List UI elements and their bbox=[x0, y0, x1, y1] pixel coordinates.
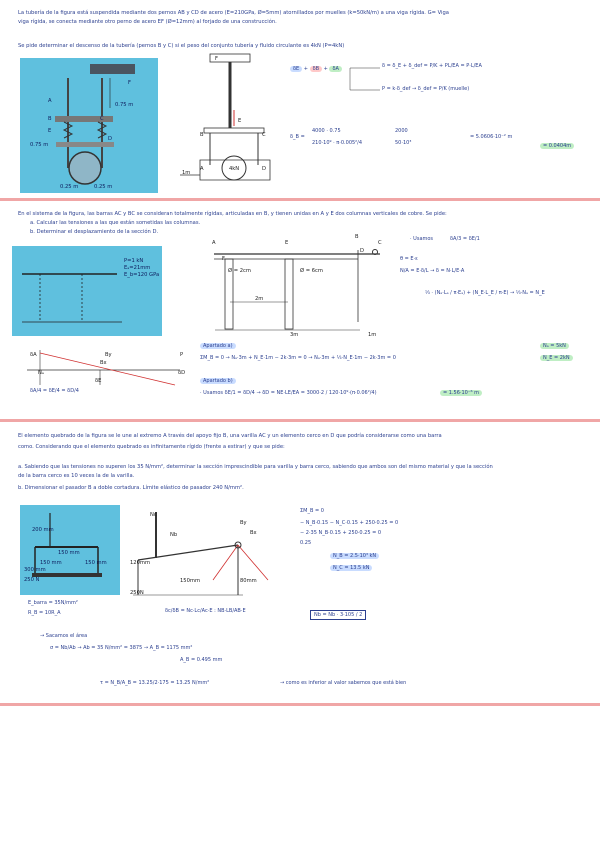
p3-diagram-label-bx: Bx bbox=[250, 530, 257, 536]
p2-result-b: = 1.56·10⁻⁶ m bbox=[440, 390, 482, 396]
p1-eq-mid: P = k·δ_def → δ_def = P/K (muelle) bbox=[382, 86, 470, 92]
p3-eq-sigma2: A_B = 0.495 mm bbox=[180, 657, 223, 663]
p2-beam-label-d: D bbox=[360, 248, 364, 254]
p2-small-ratio: δA/4 = δE/4 = δD/4 bbox=[30, 388, 79, 394]
p3-statement-line1: El elemento quebrado de la figura se le une al extremo A través del apoyo fijo B, una varilla AC y un elemento cerco en D que podría considerarse como una barra bbox=[18, 433, 442, 439]
p2-item-a: a. Calcular las tensiones a las que están sometidas las columnas. bbox=[30, 220, 201, 226]
p1-photo-dim-1: 0.75 m bbox=[115, 102, 134, 108]
p1-diagram-load: 4kN bbox=[229, 166, 240, 172]
p2-result-a1: Nₐ = 5kN bbox=[540, 343, 569, 349]
p3-eq-delta: δc/δB = Nc·Lc/Ac·E : NB·LB/AB·E bbox=[165, 608, 246, 614]
p1-photo bbox=[20, 58, 158, 193]
separator-3 bbox=[0, 703, 600, 706]
p1-diagram-dim: 1m bbox=[182, 170, 191, 176]
p3-diagram-dim-2: 150mm bbox=[180, 578, 201, 584]
p1-photo-label-a: A bbox=[48, 98, 52, 104]
p3-photo-label-1: 200 mm bbox=[32, 527, 54, 533]
p1-eq-result-highlight: = 0.0404m bbox=[540, 143, 574, 149]
p3-photo-label-2: 150 mm bbox=[58, 550, 80, 556]
p3-statement-line2: como. Considerando que el elemento quebrado es infinitamente rígido (frente a estirar) y que se pide: bbox=[18, 444, 285, 450]
p2-item-b: b. Determinar el desplazamiento de la sección D. bbox=[30, 229, 159, 235]
p2-photo bbox=[12, 246, 162, 336]
p3-photo-label-5: 300 mm bbox=[24, 567, 46, 573]
p2-result-a2: N_E = 2kN bbox=[540, 355, 573, 361]
p2-beam-label-f: F bbox=[222, 256, 225, 262]
p2-beam-label-a: A bbox=[212, 240, 216, 246]
p2-right-eq-1: · Usamos bbox=[410, 236, 434, 242]
p2-beam-diam-2: Ø = 6cm bbox=[300, 268, 323, 274]
p3-sum-line-2: − 2·35 N_B·0.15 + 250·0.25 = 0 bbox=[300, 530, 382, 536]
p1-eq-top: δ = δ_E + δ_def = P/K + PL/EA = P·L/EA bbox=[382, 63, 482, 69]
p2-apartado-b-tag: Apartado b) bbox=[200, 378, 236, 384]
p3-diagram-label-nb: Nb bbox=[170, 532, 178, 538]
p2-photo-label-3: E_b=120 GPa bbox=[124, 272, 160, 278]
p3-diagram-label-nc: Nc bbox=[150, 512, 157, 518]
p1-diagram-label-f: F bbox=[215, 56, 218, 62]
p1-eq-arrows bbox=[300, 62, 420, 102]
p3-result-2: N_C = 13.5 kN bbox=[330, 565, 372, 571]
p2-apartado-a-tag: Apartado a) bbox=[200, 343, 236, 349]
p2-small-label-na: Nₐ bbox=[38, 370, 44, 376]
p2-small-label-de: δE bbox=[95, 378, 102, 384]
p2-small-label-bx: Bx bbox=[100, 360, 107, 366]
p1-diagram-label-a: A bbox=[200, 166, 204, 172]
p3-diagram-label-by: By bbox=[240, 520, 247, 526]
p3-eq-tau-note: → como es inferior al valor sabemos que está bien bbox=[280, 680, 407, 686]
p2-beam-label-c: C bbox=[378, 240, 382, 246]
p2-beam-dim-3: 1m bbox=[368, 332, 377, 338]
p1-eq-result-den1: 210·10⁹ · π·0.005²/4 bbox=[312, 140, 363, 146]
p1-diagram-label-b: B bbox=[200, 132, 204, 138]
p1-statement-line3: Se pide determinar el descenso de la tubería (pernos B y C) si el peso del conjunto tubería y fluido circulante es 4kN (P=4kN) bbox=[18, 43, 345, 49]
p3-item-a2: de la barra cerco es 10 veces la de la varilla. bbox=[18, 473, 135, 479]
p3-diagram-dim-3: 80mm bbox=[240, 578, 257, 584]
p3-photo bbox=[20, 505, 120, 595]
p1-eq-result-prefix: δ_B = bbox=[290, 134, 305, 140]
p2-beam-diam-1: Ø = 2cm bbox=[228, 268, 251, 274]
p1-diagram-label-c: C bbox=[262, 132, 266, 138]
p1-eq-result-tail: = 5.0606·10⁻² m bbox=[470, 134, 513, 140]
separator-2 bbox=[0, 419, 600, 422]
p1-photo-dim-4: 0.25 m bbox=[94, 184, 113, 190]
p3-eq-sigma: σ = Nb/Ab → Ab = 35 N/mm² = 3875 → A_B = 1175 mm² bbox=[50, 645, 193, 651]
p3-photo-label-4: 150 mm bbox=[85, 560, 107, 566]
p3-photo-label-6: 250 N bbox=[24, 577, 40, 583]
p3-item-b: b. Dimensionar el pasador B a doble cortadura. Límite elástico de pasador 240 N/mm². bbox=[18, 485, 244, 491]
p3-item-a: a. Sabiendo que las tensiones no superen los 35 N/mm², determinar la sección imprescindible para varilla y barra cerco, sabiendo que ambos son del mismo material y que la sección bbox=[18, 464, 493, 470]
p1-photo-label-f: F bbox=[128, 80, 131, 86]
separator-1 bbox=[0, 198, 600, 201]
p1-statement-line2: viga rígida, se conecta mediante otro perno de acero EF (Ø=12mm) al forjado de una construcción. bbox=[18, 19, 277, 25]
p2-small-label-p: P bbox=[180, 352, 184, 358]
p1-diagram-label-e: E bbox=[238, 118, 242, 124]
p1-photo-label-c: C bbox=[100, 116, 104, 122]
p2-right-eq-4: N/A = E·δ/L → δ = N·L/E·A bbox=[400, 268, 465, 274]
p2-photo-label-2: Eₐ=21mm bbox=[124, 265, 151, 271]
p2-right-eq-5: ⅓ · (Nₐ·Lₐ / π·Eₐ) + (N_E·L_E / π·E) → ⅓·Nₐ = N_E bbox=[425, 290, 545, 296]
p1-photo-label-d: D bbox=[108, 136, 112, 142]
p3-eq-area: → Sacamos el área bbox=[40, 633, 88, 639]
p1-photo-drawing bbox=[20, 58, 158, 193]
p2-small-label-dd: δD bbox=[178, 370, 186, 376]
p2-apartado-a-eq: ΣM_B = 0 → Nₐ·3m + N_E·1m − 2k·3m = 0 → Nₐ·3m + ⅓·N_E·1m − 2k·3m = 0 bbox=[200, 355, 396, 361]
p1-photo-label-b: B bbox=[48, 116, 52, 122]
p3-sum-line-1: − N_B·0.15 − N_C·0.15 + 250·0.25 = 0 bbox=[300, 520, 399, 526]
p1-photo-dim-2: 0.75 m bbox=[30, 142, 49, 148]
p3-diagram bbox=[128, 510, 278, 610]
p1-eq-result-den2: 50·10³ bbox=[395, 140, 412, 146]
p2-beam-label-e: E bbox=[285, 240, 289, 246]
p1-photo-label-e: E bbox=[48, 128, 52, 134]
p2-apartado-b-eq: · Usamos δE/1 = δD/4 → δD = NE·LE/EA = 3000·2 / 120·10⁹·(π·0.06²/4) bbox=[200, 390, 377, 396]
p3-sum-line-3: 0.25 bbox=[300, 540, 312, 546]
p3-result-1: N_B = 2.5·10³ kN bbox=[330, 553, 379, 559]
p3-diagram-load: 250N bbox=[130, 590, 144, 596]
p2-beam-label-b: B bbox=[355, 234, 359, 240]
p2-photo-label-1: P=1 kN bbox=[124, 258, 144, 264]
p2-statement-line1: En el sistema de la figura, las barras AC y BC se consideran totalmente rígidas, articuladas en B, y tienen unidas en A y E dos columnas verticales de cobre. Se pide: bbox=[18, 211, 447, 217]
p2-beam-diagram bbox=[210, 242, 390, 332]
p3-eq-tau: τ = N_B/A_B = 13.25/2·175 = 13.25 N/mm² bbox=[100, 680, 210, 686]
p2-small-label-da: δA bbox=[30, 352, 37, 358]
p3-mat-label-2: R_B = 10R_A bbox=[28, 610, 61, 616]
p3-mat-label-1: E_barra = 35N/mm² bbox=[28, 600, 78, 606]
p1-statement-line1: La tubería de la figura está suspendida mediante dos pernos AB y CD de acero (E=210GPa, Ø=5mm) atornillados por muelles (k=50kN/m) a una viga rígida. G= Viga bbox=[18, 10, 449, 16]
p3-diagram-dim-1: 120mm bbox=[130, 560, 151, 566]
p3-eq-delta-box: Nb = Nb · 3·105 / 2 bbox=[310, 612, 366, 618]
p3-sum-eq: ΣM_B = 0 bbox=[300, 508, 324, 514]
p1-diagram-label-d: D bbox=[262, 166, 266, 172]
p1-photo-dim-3: 0.25 m bbox=[60, 184, 79, 190]
p3-photo-label-3: 150 mm bbox=[40, 560, 62, 566]
p2-beam-dim-2: 3m bbox=[290, 332, 299, 338]
p2-small-label-by: By bbox=[105, 352, 112, 358]
p1-eq-result-num1: 4000 · 0.75 bbox=[312, 128, 341, 134]
p1-eq-result-num2: 2000 bbox=[395, 128, 408, 134]
p2-right-eq-3: θ = E·ε bbox=[400, 256, 418, 262]
p1-eq-node: δE + δB + δA bbox=[290, 66, 342, 72]
p2-right-eq-2: δA/3 = δE/1 bbox=[450, 236, 480, 242]
p2-beam-dim-1: 2m bbox=[255, 296, 264, 302]
